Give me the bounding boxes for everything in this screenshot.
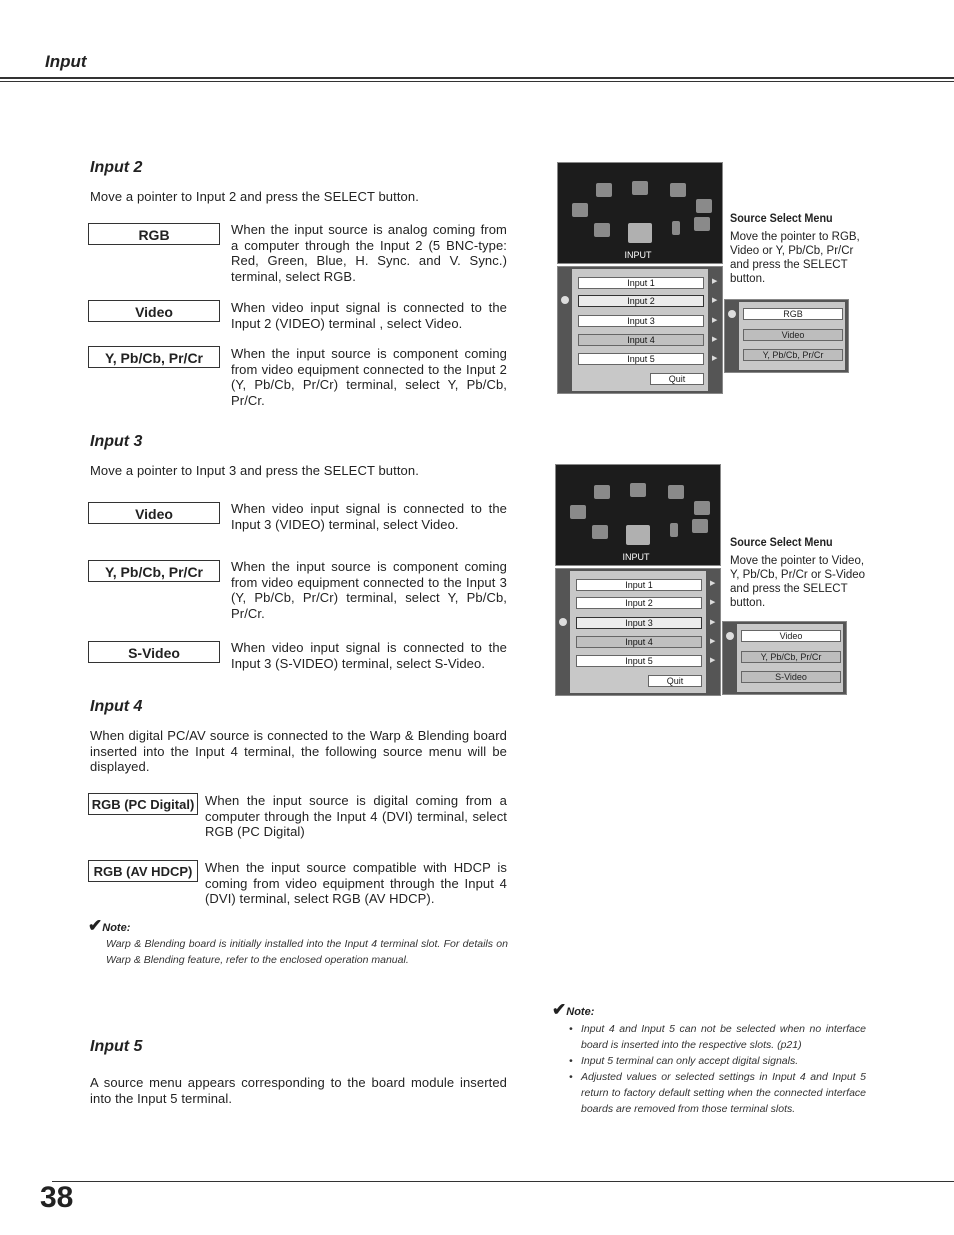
input4-option-pc-digital-desc: When the input source is digital coming from a computer through the Input 4 (DVI) terminal, select RGB (PC Digital) [205, 793, 507, 840]
input-list-panel [555, 568, 721, 696]
page-number: 38 [40, 1181, 74, 1214]
arrow-right-icon: ▶ [712, 297, 718, 304]
checkmark-icon: ✔ [88, 916, 103, 935]
menu1-caption-title: Source Select Menu [730, 211, 833, 225]
right-note-item: • Input 4 and Input 5 can not be selected when no interface board is inserted into the respective slots. (p21) [569, 1021, 866, 1053]
input4-option-av-hdcp-label: RGB (AV HDCP) [88, 860, 198, 882]
menu-item-input4[interactable]: Input 4 [578, 334, 704, 346]
source-submenu-list [739, 302, 845, 370]
input3-option-svideo-desc: When video input signal is connected to the Input 3 (S-VIDEO) terminal, select S-Video. [231, 640, 507, 671]
menu2-caption-title: Source Select Menu [730, 535, 833, 549]
right-note-title: Note: [566, 1006, 595, 1018]
footer-rule [52, 1181, 954, 1182]
arrow-right-icon: ▶ [710, 657, 716, 664]
checkmark-icon: ✔ [552, 1000, 567, 1019]
menu-item-input1[interactable]: Input 1 [576, 579, 702, 591]
input2-option-ypbpr-desc: When the input source is component coming from video equipment connected to the Input 2 (Y, Pb/Cb, Pr/Cr) terminal, select Y, Pb/Cb, Pr/Cr. [231, 346, 507, 408]
arrow-right-icon: ▶ [710, 638, 716, 645]
input3-heading: Input 3 [90, 433, 143, 450]
input4-intro: When digital PC/AV source is connected to the Warp & Blending board inserted into the Input 4 terminal, the following source menu will be displayed. [90, 728, 507, 775]
right-note-header [552, 1000, 594, 1020]
speaker-icon [670, 183, 686, 197]
menu-item-input1[interactable]: Input 1 [578, 277, 704, 289]
menu1-caption: Move the pointer to RGB, Video or Y, Pb/Cb, Pr/Cr and press the SELECT button. [730, 231, 860, 285]
input-icon [626, 525, 650, 545]
input2-intro: Move a pointer to Input 2 and press the SELECT button. [90, 189, 419, 204]
input3-option-video-label: Video [88, 502, 220, 524]
menu-quit-button[interactable]: Quit [648, 675, 702, 687]
input2-option-video-label: Video [88, 300, 220, 322]
input2-option-rgb-desc: When the input source is analog coming from a computer through the Input 2 (5 BNC-type: Red, Green, Blue, H. Sync. and V. Sync.) terminal, select RGB. [231, 222, 507, 284]
pointer-icon [561, 296, 569, 304]
input4-note-text: Warp & Blending board is initially installed into the Input 4 terminal slot. For details on Warp & Blending feature, refer to the enclosed operation manual. [106, 938, 508, 966]
input3-option-svideo-label: S-Video [88, 641, 220, 663]
right-note-item: • Input 5 terminal can only accept digital signals. [569, 1053, 866, 1069]
user-icon [692, 519, 708, 533]
input3-option-ypbpr-desc: When the input source is component coming from video equipment connected to the Input 3 (Y, Pb/Cb, Pr/Cr) terminal, select Y, Pb/Cb, Pr/Cr. [231, 559, 507, 621]
input2-option-ypbpr-label: Y, Pb/Cb, Pr/Cr [88, 346, 220, 368]
menu-quit-button[interactable]: Quit [650, 373, 704, 385]
input4-note-header [88, 916, 130, 936]
header-rule [0, 77, 954, 79]
wrench-icon [694, 501, 710, 515]
arrow-right-icon: ▶ [712, 336, 718, 343]
input2-option-rgb-label: RGB [88, 223, 220, 245]
input3-option-ypbpr-label: Y, Pb/Cb, Pr/Cr [88, 560, 220, 582]
source-option-svideo[interactable]: S-Video [741, 671, 841, 683]
input4-option-av-hdcp-desc: When the input source compatible with HDCP is coming from video equipment through the Input 4 (DVI) terminal, select RGB (AV HDCP). [205, 860, 507, 907]
source-submenu [722, 621, 847, 695]
pointer-icon [559, 618, 567, 626]
menu-input-label: INPUT [624, 250, 652, 260]
speaker-icon [668, 485, 684, 499]
menu2-caption: Move the pointer to Video, Y, Pb/Cb, Pr/Cr or S-Video and press the SELECT button. [730, 555, 866, 609]
menu-item-input4[interactable]: Input 4 [576, 636, 702, 648]
input5-intro: A source menu appears corresponding to the board module inserted into the Input 5 terminal. [90, 1075, 507, 1106]
input3-intro: Move a pointer to Input 3 and press the SELECT button. [90, 463, 419, 478]
right-note-list [569, 1021, 866, 1117]
pointer-icon [728, 310, 736, 318]
arrow-right-icon: ▶ [712, 278, 718, 285]
source-submenu [724, 299, 849, 373]
source-submenu-list [737, 624, 843, 692]
tools-icon [596, 183, 612, 197]
input4-note-title: Note: [102, 922, 131, 934]
menu-input-label: INPUT [622, 552, 650, 562]
menu-item-input5[interactable]: Input 5 [578, 353, 704, 365]
menu-icon-panel [555, 464, 721, 566]
people-icon [572, 203, 588, 217]
input2-option-video-desc: When video input signal is connected to the Input 2 (VIDEO) terminal , select Video. [231, 300, 507, 331]
menu-item-input5[interactable]: Input 5 [576, 655, 702, 667]
user-icon [694, 217, 710, 231]
source-option-ypbpr[interactable]: Y, Pb/Cb, Pr/Cr [741, 651, 841, 663]
info-icon [670, 523, 678, 537]
arrow-right-icon: ▶ [710, 599, 716, 606]
source-option-video[interactable]: Video [741, 630, 841, 642]
wrench-icon [696, 199, 712, 213]
source-option-video[interactable]: Video [743, 329, 843, 341]
input-icon [628, 223, 652, 243]
input-list-panel [557, 266, 723, 394]
arrow-right-icon: ▶ [710, 619, 716, 626]
page-header-title: Input [45, 52, 87, 71]
right-note-item: • Adjusted values or selected settings in Input 4 and Input 5 return to factory default setting when the connected interface boards are removed from those terminal slots. [569, 1069, 866, 1117]
input2-heading: Input 2 [90, 159, 143, 176]
image-icon [592, 525, 608, 539]
header-rule-thin [0, 81, 954, 82]
input-list [572, 269, 708, 391]
source-option-rgb[interactable]: RGB [743, 308, 843, 320]
info-icon [672, 221, 680, 235]
tools-icon [594, 485, 610, 499]
pointer-icon [726, 632, 734, 640]
menu-item-input2[interactable]: Input 2 [578, 295, 704, 307]
input3-option-video-desc: When video input signal is connected to the Input 3 (VIDEO) terminal, select Video. [231, 501, 507, 532]
input-list [570, 571, 706, 693]
arrow-right-icon: ▶ [712, 355, 718, 362]
source-option-ypbpr[interactable]: Y, Pb/Cb, Pr/Cr [743, 349, 843, 361]
menu-icon-panel [557, 162, 723, 264]
arrow-right-icon: ▶ [712, 317, 718, 324]
image-icon [594, 223, 610, 237]
menu-item-input3[interactable]: Input 3 [578, 315, 704, 327]
input5-heading: Input 5 [90, 1038, 143, 1055]
menu-item-input3[interactable]: Input 3 [576, 617, 702, 629]
input4-heading: Input 4 [90, 698, 143, 715]
menu-item-input2[interactable]: Input 2 [576, 597, 702, 609]
screen-icon [632, 181, 648, 195]
arrow-right-icon: ▶ [710, 580, 716, 587]
screen-icon [630, 483, 646, 497]
input4-option-pc-digital-label: RGB (PC Digital) [88, 793, 198, 815]
people-icon [570, 505, 586, 519]
